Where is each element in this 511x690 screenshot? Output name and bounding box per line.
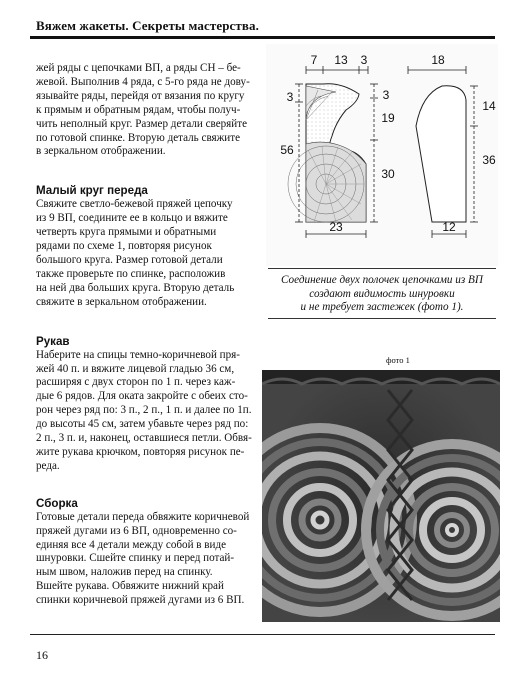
dim-sleeve-right-1: 14 xyxy=(482,99,496,113)
footer-rule xyxy=(30,634,495,635)
dim-front-left-2: 56 xyxy=(280,143,294,157)
page-number: 16 xyxy=(36,648,48,662)
dim-front-top-3: 3 xyxy=(360,53,368,67)
dim-front-top-2: 13 xyxy=(334,53,348,67)
dim-sleeve-right-2: 36 xyxy=(482,153,496,167)
heading-sleeve: Рукав xyxy=(36,334,70,348)
heading-assembly: Сборка xyxy=(36,496,78,510)
dim-front-left-1: 3 xyxy=(286,90,294,104)
heading-small-circle: Малый круг переда xyxy=(36,184,148,198)
caption-rule-bottom xyxy=(268,318,496,319)
caption-rule-top xyxy=(268,268,496,269)
paragraph-continuation: жей ряды с цепочками ВП, а ряды СН – бе- жевой. Выполнив 4 ряда, с 5-го ряда не дову- язывайте ряды, перейдя от вязания по кругу к прямым и обратным рядам, чтобы получ- чить неполный круг. Размер детали сверяйте по готовой спинке. Вторую деталь свяжите в зеркальном отображении. xyxy=(36,62,250,158)
dim-front-right-1: 3 xyxy=(382,88,390,102)
pattern-diagram xyxy=(266,44,498,274)
paragraph-assembly: Готовые детали переда обвяжите коричневой пряжей дугами из 6 ВП, одновременно со- единяя все 4 детали между собой в виде шнуровки. Сшейте спинку и перед потай- ным швом, наложив перед на спинку. Вшейте рукава. Обвяжите нижний край спинки коричневой пряжей дугами из 6 ВП. xyxy=(36,510,250,607)
page-header-title: Вяжем жакеты. Секреты мастерства. xyxy=(36,18,259,33)
paragraph-small-circle: Свяжите светло-бежевой пряжей цепочку из 9 ВП, соедините ее в кольцо и вяжите четверть круга прямыми и обратными рядами по схеме 1, повторяя рисунок большого круга. Размер готовой детали также проверьте по спинке, расположив на ней два больших круга. Вторую деталь свяжите в зеркальном отображении. xyxy=(36,198,235,308)
dim-front-right-3: 30 xyxy=(381,167,395,181)
dim-front-top-1: 7 xyxy=(310,53,318,67)
header-rule xyxy=(30,36,495,39)
dim-sleeve-bottom: 12 xyxy=(442,220,456,234)
crochet-photo xyxy=(262,370,500,622)
dim-sleeve-top: 18 xyxy=(431,53,445,67)
dim-front-bottom: 23 xyxy=(329,220,343,234)
text-column xyxy=(36,62,258,608)
photo-caption: Соединение двух полочек цепочками из ВП создают видимость шнуровки и не требует застежек (фото 1). xyxy=(281,274,483,314)
photo-label: фото 1 xyxy=(386,355,410,365)
paragraph-sleeve: Наберите на спицы темно-коричневой пря- жей 40 п. и вяжите лицевой гладью 36 см, расширяя с двух сторон по 1 п. через каж- дые 6 рядов. Для оката закройте с обеих сто- рон через ряд по: 3 п., 2 п., 1 п. и далее по 1п. до высоты 45 см, затем убавьте через ряд по: 2 п., 3 п. и, наконец, оставшиеся петли. Обвя- жите рукава крючком, повторяя рисунок пе- реда. xyxy=(36,348,252,472)
dim-front-right-2: 19 xyxy=(381,111,395,125)
